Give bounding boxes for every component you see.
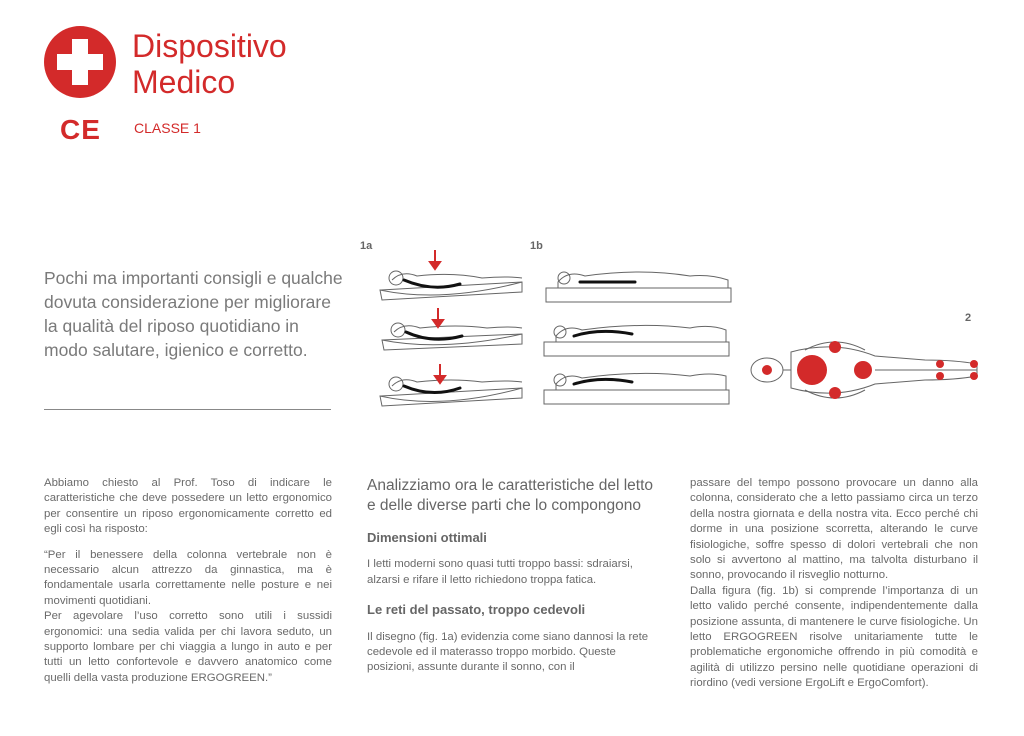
title-line-1: Dispositivo: [132, 28, 287, 64]
class-label: CLASSE 1: [134, 120, 201, 136]
column-1-paragraph-1: Abbiamo chiesto al Prof. Toso di indicare le caratteristiche che deve possedere un letto ergonomico per consentire un riposo ergonomicamente corretto ed egli così ha risposto:: [44, 477, 332, 536]
column-1-paragraph-3: Per agevolare l’uso corretto sono utili i sussidi ergonomici: una sedia valida per chi lavora seduto, un supporto lombare per chi viaggia a lungo in auto e per tutti un letto confortevole e davvero anatomico come quelli della vasta produzione ERGOGREEN.”: [44, 610, 332, 684]
section-heading: Analizziamo ora le caratteristiche del letto e delle diverse parti che lo compongono: [367, 477, 654, 514]
column-1-paragraph-2: “Per il benessere della colonna vertebrale non è necessario alcun attrezzo da ginnastica, ma è fondamentale usarla correttamente nelle posture e nei movimenti quotidiani.: [44, 548, 332, 607]
figure-label-2: 2: [965, 312, 972, 324]
figure-2-illustration: [745, 330, 985, 410]
subheading-dimensioni: Dimensioni ottimali: [367, 530, 487, 545]
medical-cross-icon: [44, 26, 116, 98]
column-3: [690, 476, 978, 692]
column-3-paragraph-1: passare del tempo possono provocare un danno alla colonna, considerato che a letto passiamo circa un terzo della nostra giornata e della nostra vita. Ecco perché chi dorme in una posizione scorretta, alterando le curve fisiologiche, soffre spesso di dolori vertebrali che non solo si avvertono al mattino, ma talvolta disturbano il sonno, provocando il risveglio notturno.: [690, 477, 978, 582]
column-3-paragraph-2: Dalla figura (fig. 1b) si comprende l’importanza di un letto valido perché consente, indipendentemente dalla posizione assunta, di mantenere le curve fisiologiche. Un letto ERGOGREEN risolve unitariamente tutte le problematiche ergonomiche offrendo in più comodità e agilità di utilizzo persino nelle quotidiane operazioni di riordino (vedi versione ErgoLift e ErgoComfort).: [690, 584, 978, 690]
figure-label-1a: 1a: [360, 240, 373, 252]
column-2-paragraph-1: I letti moderni sono quasi tutti troppo bassi: sdraiarsi, alzarsi e rifare il letto richiedono troppa fatica.: [367, 558, 633, 586]
figure-1b-illustration: [540, 262, 735, 410]
title-line-2: Medico: [132, 64, 236, 100]
figure-label-1b: 1b: [530, 240, 543, 252]
intro-text: Pochi ma importanti consigli e qualche dovuta considerazione per migliorare la qualità del riposo quotidiano in modo salutare, igienico e corretto.: [44, 268, 343, 360]
column-2-paragraph-2: Il disegno (fig. 1a) evidenzia come siano dannosi la rete cedevole ed il materasso troppo morbido. Queste posizioni, assunte durante il sonno, con il: [367, 630, 649, 674]
column-2: [367, 476, 657, 676]
column-1: [44, 476, 332, 686]
subheading-reti: Le reti del passato, troppo cedevoli: [367, 602, 586, 618]
ce-mark: CE: [60, 114, 101, 145]
brand-title: [132, 28, 287, 100]
figure-1a-illustration: [372, 248, 532, 418]
intro-divider: [44, 409, 331, 410]
